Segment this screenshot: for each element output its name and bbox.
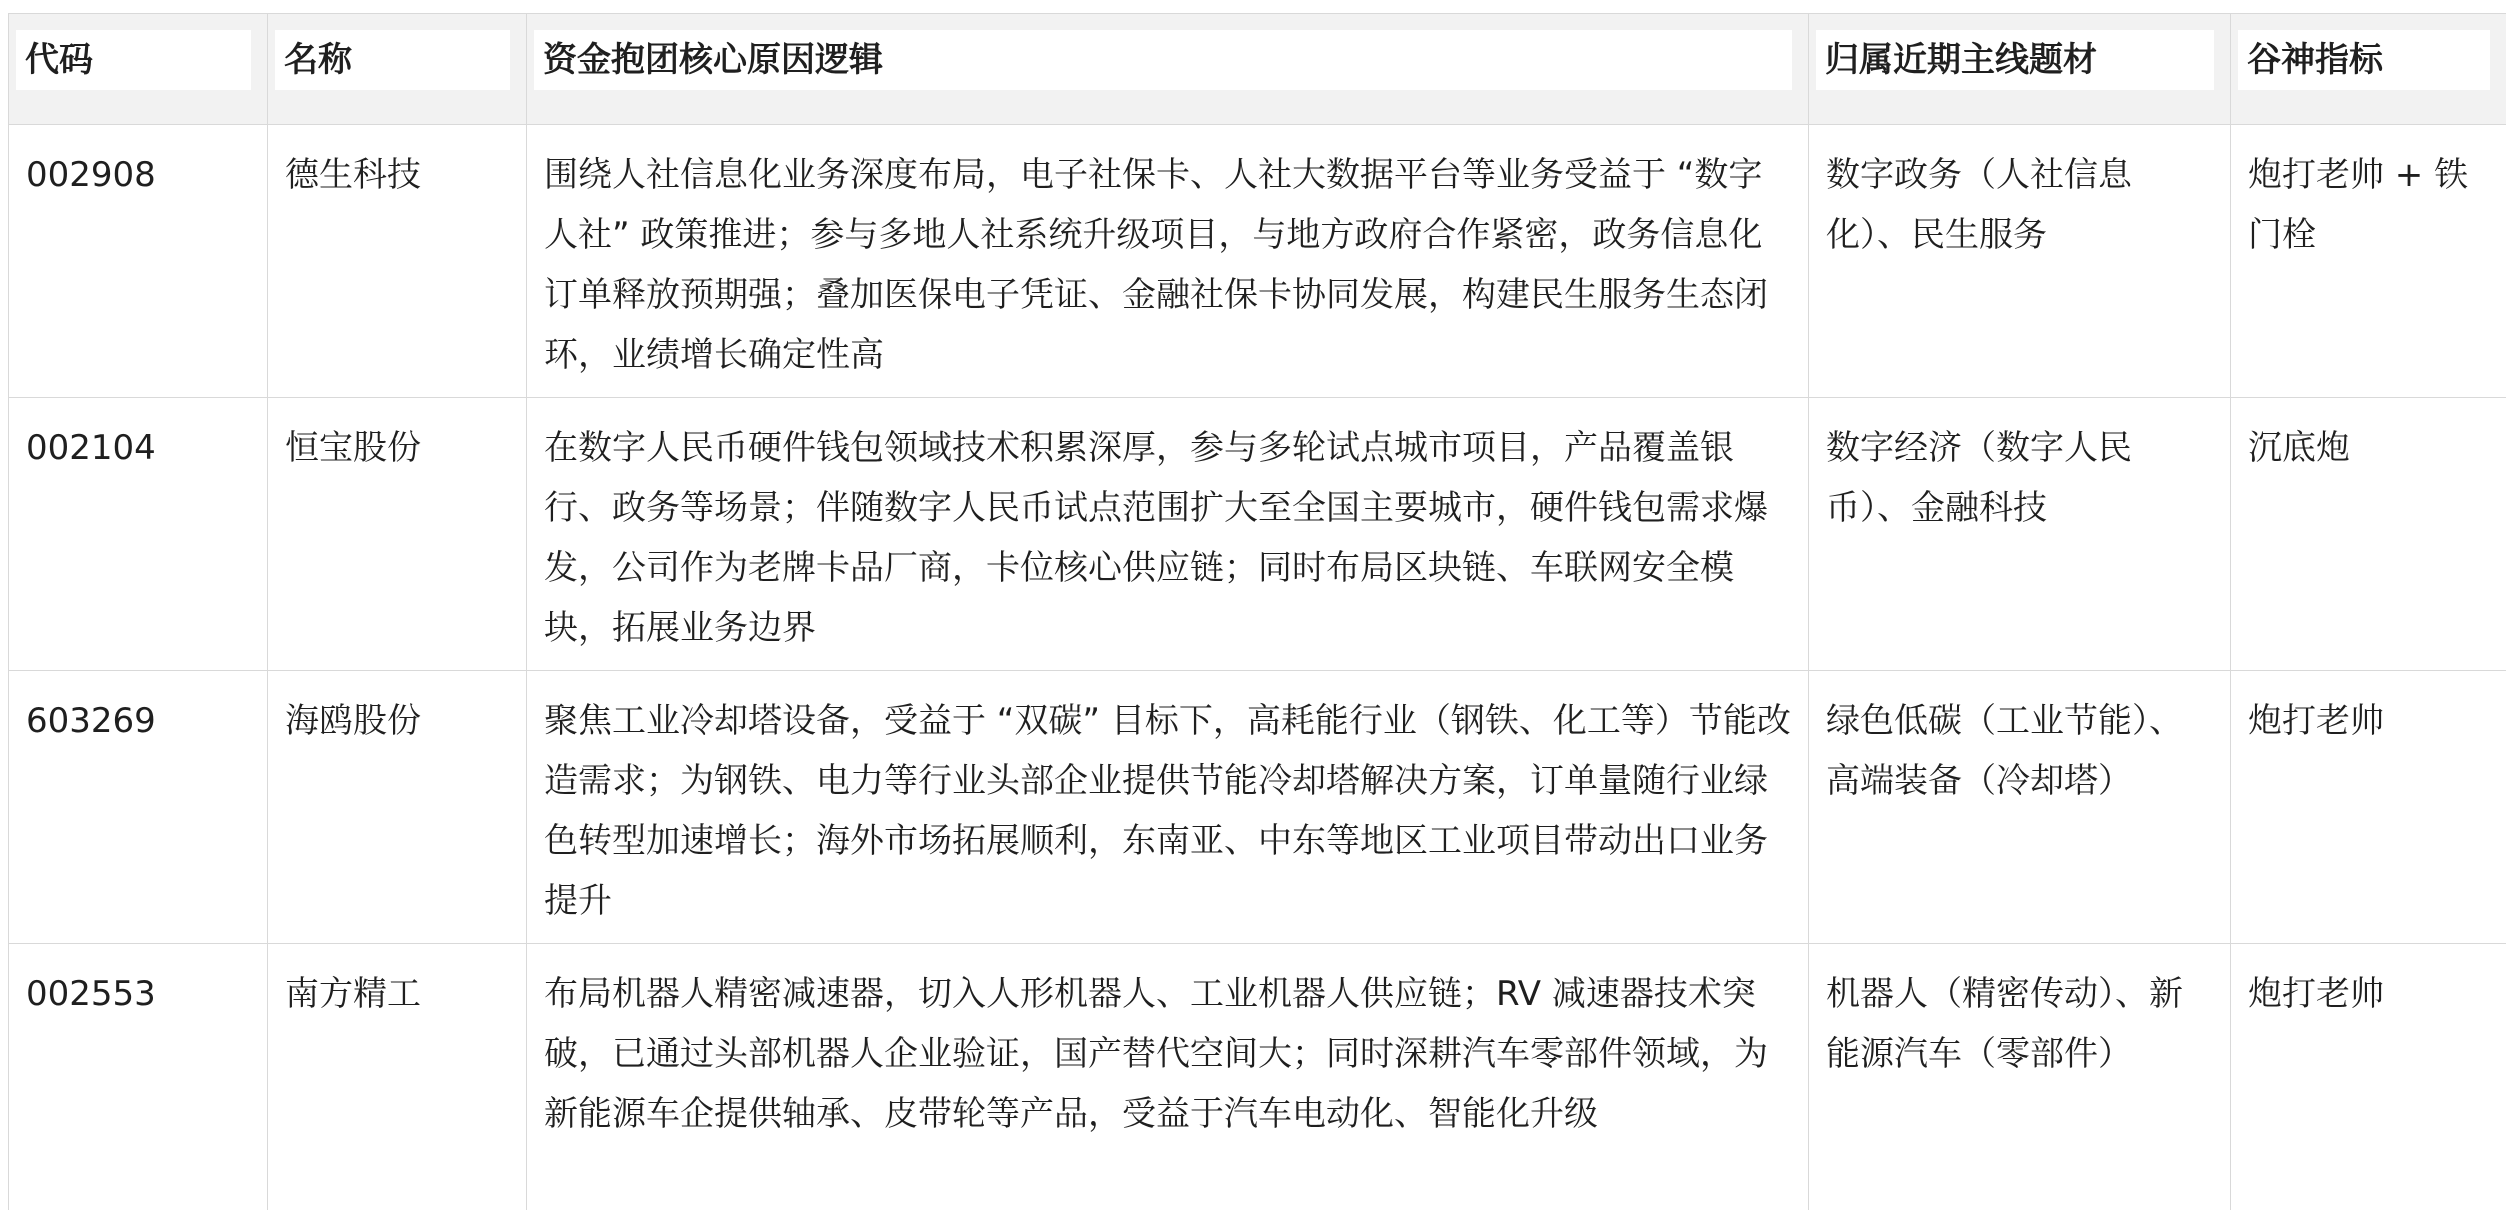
cell-theme: 数字经济（数字人民币）、金融科技 (1809, 398, 2231, 671)
table-row (9, 944, 2507, 1210)
cell-indicator: 炮打老帅 + 铁门栓 (2231, 125, 2507, 398)
header-logic-label: 资金抱团核心原因逻辑 (534, 30, 1792, 90)
table-row (9, 125, 2507, 398)
table-row (9, 398, 2507, 671)
cell-logic: 围绕人社信息化业务深度布局，电子社保卡、人社大数据平台等业务受益于 “数字人社” 政策推进；参与多地人社系统升级项目，与地方政府合作紧密，政务信息化订单释放预期强；叠加医保电子凭证、金融社保卡协同发展，构建民生服务生态闭环，业绩增长确定性高 (527, 125, 1809, 398)
stock-table-sheet (8, 13, 2506, 1210)
cell-name: 南方精工 (268, 944, 527, 1210)
table-row (9, 671, 2507, 944)
cell-theme: 机器人（精密传动）、新能源汽车（零部件） (1809, 944, 2231, 1210)
cell-code: 002553 (9, 944, 268, 1210)
cell-indicator: 炮打老帅 (2231, 671, 2507, 944)
cell-logic: 布局机器人精密减速器，切入人形机器人、工业机器人供应链；RV 减速器技术突破，已通过头部机器人企业验证，国产替代空间大；同时深耕汽车零部件领域，为新能源车企提供轴承、皮带轮等产品，受益于汽车电动化、智能化升级 (527, 944, 1809, 1210)
header-name-label: 名称 (275, 30, 510, 90)
cell-code: 002104 (9, 398, 268, 671)
header-indicator (2231, 14, 2507, 125)
cell-theme: 数字政务（人社信息化）、民生服务 (1809, 125, 2231, 398)
cell-name: 德生科技 (268, 125, 527, 398)
cell-logic: 在数字人民币硬件钱包领域技术积累深厚，参与多轮试点城市项目，产品覆盖银行、政务等场景；伴随数字人民币试点范围扩大至全国主要城市，硬件钱包需求爆发，公司作为老牌卡品厂商，卡位核心供应链；同时布局区块链、车联网安全模块，拓展业务边界 (527, 398, 1809, 671)
cell-name: 海鸥股份 (268, 671, 527, 944)
cell-indicator: 沉底炮 (2231, 398, 2507, 671)
cell-indicator: 炮打老帅 (2231, 944, 2507, 1210)
stock-table (8, 13, 2506, 1210)
header-theme-label: 归属近期主线题材 (1816, 30, 2214, 90)
cell-theme: 绿色低碳（工业节能）、高端装备（冷却塔） (1809, 671, 2231, 944)
header-name (268, 14, 527, 125)
header-code-label: 代码 (16, 30, 251, 90)
header-theme (1809, 14, 2231, 125)
cell-logic: 聚焦工业冷却塔设备，受益于 “双碳” 目标下，高耗能行业（钢铁、化工等）节能改造需求；为钢铁、电力等行业头部企业提供节能冷却塔解决方案，订单量随行业绿色转型加速增长；海外市场拓展顺利，东南亚、中东等地区工业项目带动出口业务提升 (527, 671, 1809, 944)
cell-code: 603269 (9, 671, 268, 944)
header-indicator-label: 谷神指标 (2238, 30, 2490, 90)
cell-name: 恒宝股份 (268, 398, 527, 671)
header-code (9, 14, 268, 125)
table-header-row (9, 14, 2507, 125)
cell-code: 002908 (9, 125, 268, 398)
header-logic (527, 14, 1809, 125)
